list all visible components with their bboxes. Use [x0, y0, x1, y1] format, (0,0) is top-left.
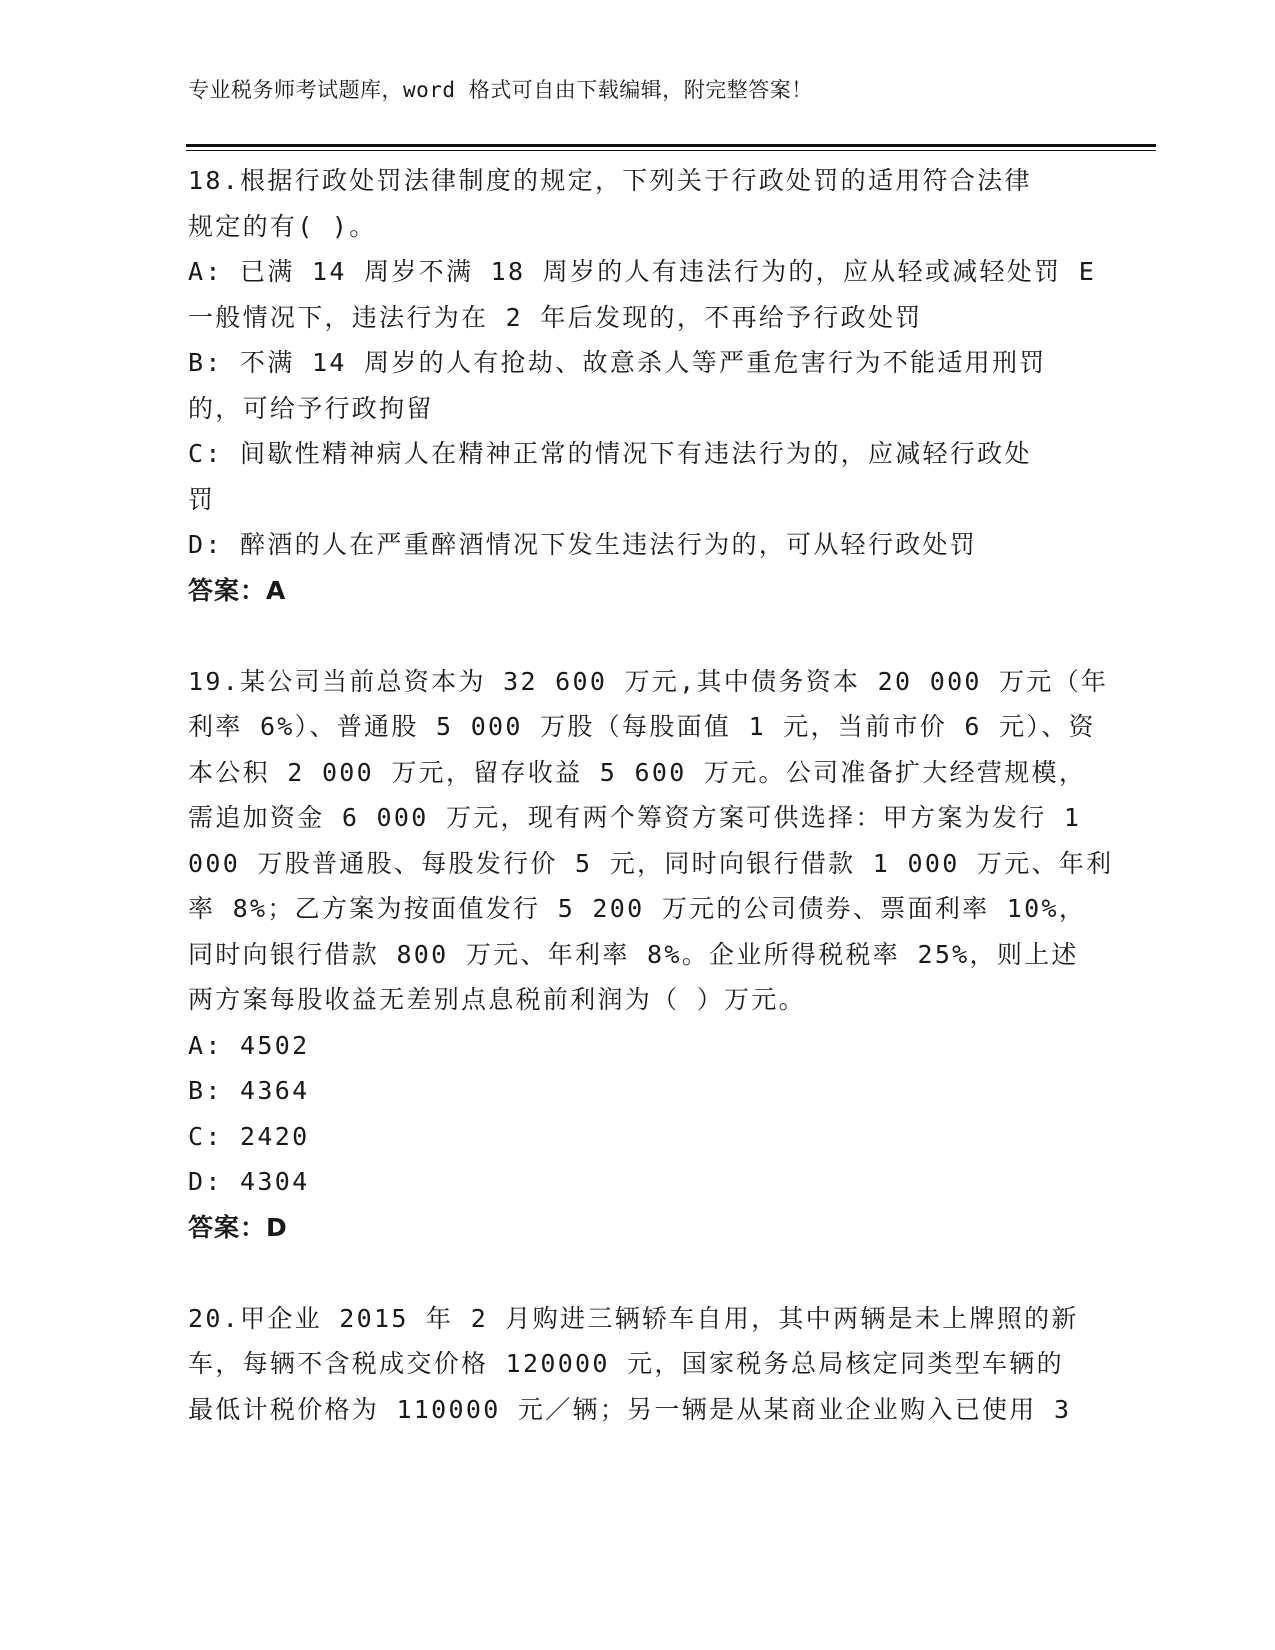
q18-line-2: 规定的有( )。	[188, 211, 377, 241]
q19-line-6: 率 8%；乙方案为按面值发行 5 200 万元的公司债券、票面利率 10%，	[188, 894, 1087, 923]
q20-line-2: 车，每辆不含税成交价格 120000 元，国家税务总局核定同类型车辆的	[188, 1349, 1064, 1378]
q19-option-b: B: 4364	[188, 1076, 310, 1105]
q18-option-c-line-1: C: 间歇性精神病人在精神正常的情况下有违法行为的，应减轻行政处	[188, 439, 1032, 468]
q18-option-d: D: 醉酒的人在严重醉酒情况下发生违法行为的，可从轻行政处罚	[188, 530, 978, 559]
q19-line-4: 需追加资金 6 000 万元，现有两个筹资方案可供选择：甲方案为发行 1	[188, 803, 1082, 832]
q19-line-8: 两方案每股收益无差别点息税前利润为（ ）万元。	[188, 985, 806, 1014]
q20-line-1: 20.甲企业 2015 年 2 月购进三辆轿车自用，其中两辆是未上牌照的新	[188, 1303, 1079, 1333]
q19-line-5: 000 万股普通股、每股发行价 5 元，同时向银行借款 1 000 万元、年利	[188, 848, 1114, 878]
q18-answer: 答案：A	[188, 575, 287, 605]
q19-option-a: A: 4502	[188, 1030, 310, 1060]
q19-option-d: D: 4304	[188, 1167, 310, 1196]
q18-option-a-line-2: 一般情况下，违法行为在 2 年后发现的，不再给予行政处罚	[188, 302, 923, 332]
q19-line-3: 本公积 2 000 万元，留存收益 5 600 万元。公司准备扩大经营规模，	[188, 757, 1087, 787]
header-rule-thin	[186, 150, 1156, 151]
q18-option-a-line-1: A: 已满 14 周岁不满 18 周岁的人有违法行为的，应从轻或减轻处罚 E	[188, 257, 1097, 286]
q18-option-b-line-1: B: 不满 14 周岁的人有抢劫、故意杀人等严重危害行为不能适用刑罚	[188, 348, 1047, 377]
q19-line-2: 利率 6%）、普通股 5 000 万股（每股面值 1 元，当前市价 6 元）、资	[188, 712, 1096, 741]
q19-line-1: 19.某公司当前总资本为 32 600 万元,其中债务资本 20 000 万元（年	[188, 666, 1109, 696]
q18-option-b-line-2: 的，可给予行政拘留	[188, 393, 434, 423]
question-content	[188, 158, 1114, 1432]
header-rule-thick	[186, 144, 1156, 147]
q18-option-c-line-2: 罚	[188, 484, 216, 514]
spacer	[188, 613, 1088, 659]
q19-answer: 答案：D	[188, 1212, 288, 1242]
q20-line-3: 最低计税价格为 110000 元／辆；另一辆是从某商业企业购入已使用 3	[188, 1394, 1072, 1424]
page-header: 专业税务师考试题库，word 格式可自由下载编辑，附完整答案！	[188, 78, 813, 102]
q18-line-1: 18.根据行政处罚法律制度的规定，下列关于行政处罚的适用符合法律	[188, 166, 1032, 195]
q19-option-c: C: 2420	[188, 1121, 310, 1151]
spacer	[188, 1250, 1088, 1296]
q19-line-7: 同时向银行借款 800 万元、年利率 8%。企业所得税税率 25%，则上述	[188, 939, 1079, 969]
